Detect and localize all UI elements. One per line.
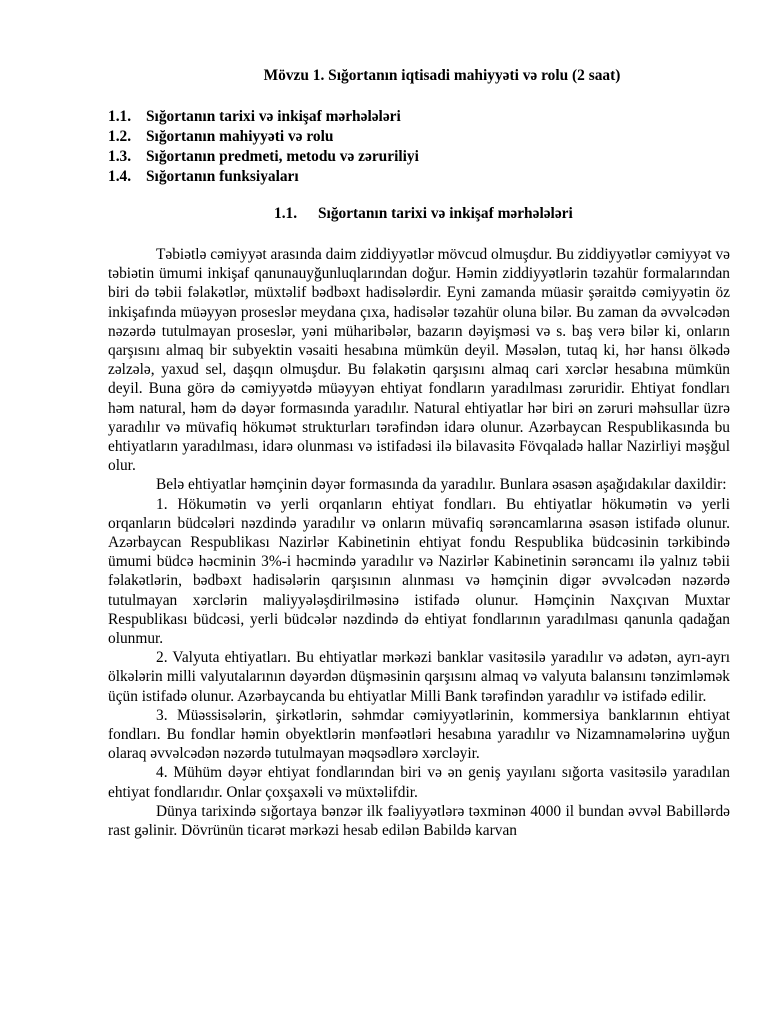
toc-item: [108, 167, 668, 187]
paragraph: 2. Valyuta ehtiyatları. Bu ehtiyatlar mərkəzi banklar vasitəsilə yaradılır və adətən, ayrı-ayrı ölkələrin milli valyutalarının dəyərdən düşməsinin qarşısını almaq və valyuta balansını tənzimləmək üçün istifadə olunur. Azərbaycanda bu ehtiyatlar Milli Bank tərəfindən yaradılır və istifadə edilir.: [108, 649, 730, 705]
toc-item-label: Sığortanın predmeti, metodu və zəruriliyi: [146, 148, 419, 165]
paragraph: Təbiətlə cəmiyyət arasında daim ziddiyyətlər mövcud olmuşdur. Bu ziddiyyətlər cəmiyyət və təbiətin ümumi inkişaf qanunauyğunluqlarından doğur. Həmin ziddiyyətlərin təzahür formalarından biri də təbii fəlakətlər, müxtəlif bədbəxt hadisələrdir. Eyni zamanda müasir şəraitdə cəmiyyətin öz inkişafında müəyyən proseslər meydana çıxa, hadisələr təzahür oluna bilər. Bu zaman da əvvəlcədən nəzərdə tutulmayan proseslər, yəni müharibələr, bazarın dəyişməsi və s. baş verə bilər ki, onların qarşısını almaq bir subyektin vəsaiti hesabına mümkün deyil. Məsələn, tutaq ki, hər hansı ölkədə zəlzələ, yaxud sel, daşqın olmuşdur. Bu fəlakətin qarşısını almaq cari xərclər hesabına mümkün deyil. Buna görə də cəmiyyətdə müəyyən ehtiyat fondların yaradılması zəruridir. Ehtiyat fondları həm natural, həm də dəyər formasında yaradılır. Natural ehtiyatlar hər biri ən zəruri məhsullar üzrə yaradılır və müvafiq hökumət strukturları tərəfindən idarə olunur. Azərbaycan Respublikasında bu ehtiyatların yaradılması, idarə olunması və istifadəsi ilə bilavasitə Fövqaladə hallar Nazirliyi məşğul olur.: [108, 246, 730, 475]
toc-item: [108, 147, 668, 167]
toc-item: [108, 127, 668, 147]
toc-item-label: Sığortanın mahiyyəti və rolu: [146, 128, 334, 145]
paragraph: 4. Mühüm dəyər ehtiyat fondlarından biri və ən geniş yayılanı sığorta vasitəsilə yaradılan ehtiyat fondlarıdır. Onlar çoxşaxəli və müxtəlifdir.: [108, 764, 730, 801]
toc-item-number: 1.2.: [108, 128, 132, 145]
toc-item-label: Sığortanın funksiyaları: [146, 168, 299, 185]
toc-item: [108, 107, 668, 127]
toc-item-label: Sığortanın tarixi və inkişaf mərhələləri: [146, 108, 401, 125]
section-title: Sığortanın tarixi və inkişaf mərhələləri: [318, 205, 573, 222]
paragraph: 3. Müəssisələrin, şirkətlərin, səhmdar cəmiyyətlərinin, kommersiya banklarının ehtiyat fondları. Bu fondlar həmin obyektlərin mənfəətləri hesabına yaradılır və Nizamnamələrinə uyğun olaraq əvvəlcədən nəzərdə tutulmayan məqsədlərə xərcləyir.: [108, 706, 730, 763]
paragraph: Dünya tarixində sığortaya bənzər ilk fəaliyyətlərə təxminən 4000 il bundan əvvəl Babillərdə rast gəlinir. Dövrünün ticarət mərkəzi hesab edilən Babildə karvan: [108, 802, 730, 840]
section-heading: [0, 204, 768, 223]
page-title: Mövzu 1. Sığortanın iqtisadi mahiyyəti və rolu (2 saat): [263, 67, 621, 84]
section-number: 1.1.: [274, 205, 298, 222]
paragraph: Belə ehtiyatlar həmçinin dəyər formasında da yaradılır. Bunlara əsasən aşağıdakılar daxildir:: [156, 476, 727, 494]
toc-item-number: 1.4.: [108, 168, 132, 185]
paragraph: 1. Hökumətin və yerli orqanların ehtiyat fondları. Bu ehtiyatlar hökumətin və yerli orqanların büdcələri nəzdində yaradılır və onların müvafiq sərəncamlarına əsasən istifadə olunur. Azərbaycan Respublikası Nazirlər Kabinetinin ehtiyat fondu Respublika büdcəsinin tərkibində ümumi büdcə həcminin 3%-i həcmində yaradılır və Nazirlər Kabinetinin sərəncamı ilə yalnız təbii fəlakətlərin, bədbəxt hadisələrin qarşısının alınması və həmçinin digər əvvəlcədən nəzərdə tutulmayan xərclərin maliyyələşdirilməsinə istifadə olunur. Həmçinin Naxçıvan Muxtar Respublikası büdcəsi, yerli büdcələr nəzdində də ehtiyat fondlarının yaradılması qanunla qadağan olunmur.: [108, 495, 730, 648]
body-text: [108, 245, 730, 840]
toc-item-number: 1.1.: [108, 108, 132, 125]
toc-item-number: 1.3.: [108, 148, 132, 165]
table-of-contents: [108, 107, 668, 187]
